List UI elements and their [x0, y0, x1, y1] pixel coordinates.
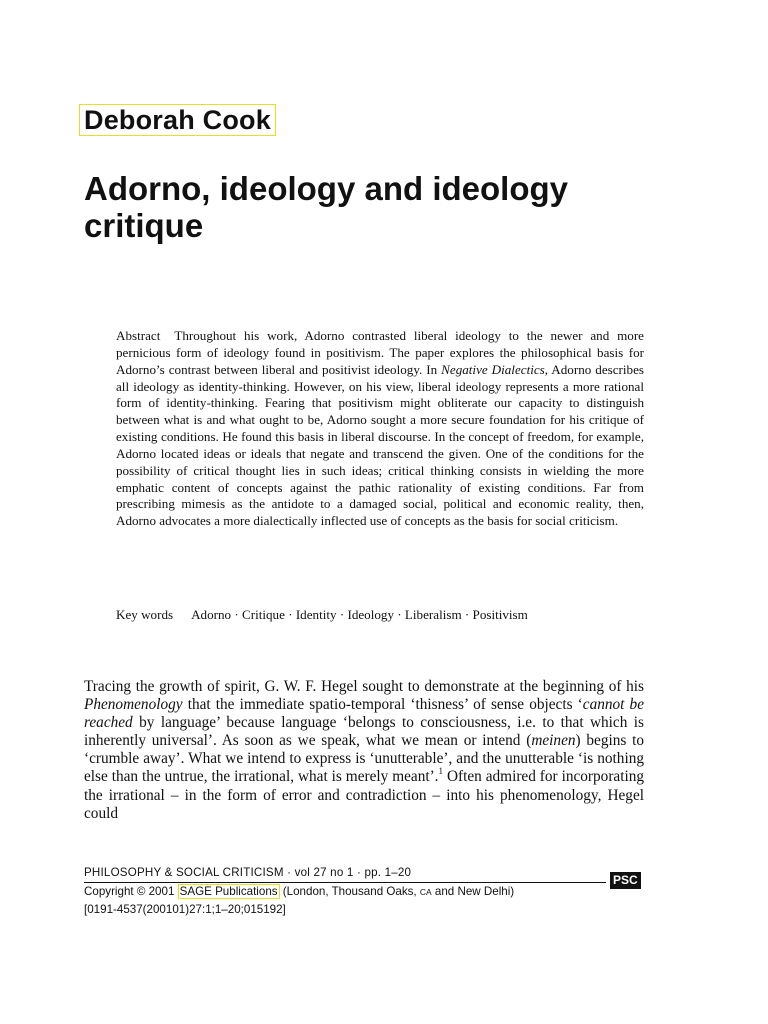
abstract-text-part-1: Throughout his work, Adorno contrasted liberal ideology to the newer and more pernicious form of ideology found in positivism. The paper explores the philosophical basis for Adorno’s contrast between liberal and positivist ideology. In — [116, 328, 644, 377]
article-title: Adorno, ideology and ideology critique — [84, 170, 568, 244]
keywords — [116, 607, 644, 624]
copyright-suffix: and New Delhi) — [431, 885, 515, 898]
body-text-2: that the immediate spatio-temporal ‘thisness’ of sense objects ‘ — [182, 696, 583, 714]
journal-citation: PHILOSOPHY & SOCIAL CRITICISM · vol 27 no 1 · pp. 1–20 — [84, 864, 606, 883]
copyright-location: (London, Thousand Oaks, — [279, 885, 420, 898]
body-italic-2: cannot be reached — [84, 696, 644, 732]
psc-logo: PSC — [610, 872, 641, 889]
keywords-list: Adorno · Critique · Identity · Ideology · Liberalism · Positivism — [191, 607, 528, 622]
journal-footer — [84, 864, 644, 918]
body-italic-1: Phenomenology — [84, 696, 183, 714]
publisher-name: SAGE Publications — [179, 885, 278, 898]
body-paragraph — [84, 678, 644, 823]
body-text-1: Tracing the growth of spirit, G. W. F. Hegel sought to demonstrate at the beginning of his — [84, 678, 644, 695]
body-text-3: by language’ because language ‘belongs to consciousness, i.e. to that which is inherently universal’. As soon as we speak, what we mean or intend ( — [84, 714, 644, 750]
abstract-label: Abstract — [116, 328, 161, 343]
footnote-marker[interactable]: 1 — [438, 766, 444, 777]
body-text-5: Often admired for incorporating the irrational – in the form of error and contradiction – into his phenomenology, Hegel could — [84, 768, 644, 822]
body-text-4: ) begins to ‘crumble away’. What we intend to express is ‘unutterable’, and the unutterable ‘is nothing else than the untrue, the irrational, what is merely meant’. — [84, 732, 644, 786]
copyright-state: CA — [419, 887, 432, 897]
article-code: [0191-4537(200101)27:1;1–20;015192] — [84, 903, 286, 916]
abstract-italic-title: Negative Dialectics — [441, 361, 545, 377]
body-italic-3: meinen — [531, 732, 576, 750]
abstract-text-part-2: , Adorno describes all ideology as identity-thinking. However, on his view, liberal ideology represents a more rational form of identity-thinking. Fearing that positivism might obliterate our capacity to distinguish between what is and what ought to be, Adorno sought a more secure foundation for his critique of existing conditions. He found this basis in liberal discourse. In the concept of freedom, for example, Adorno located ideas or ideals that negate and transcend the given. One of the conditions for the possibility of critical thought lies in such ideas; critical thinking consists in wielding the more emphatic content of concepts against the pathic rationality of existing conditions. Far from prescribing mimesis as the antidote to a damaged social, political and economic reality, then, Adorno advocates a more dialectically inflected use of concepts as the basis for social criticism. — [116, 361, 644, 529]
copyright-line — [84, 883, 644, 901]
abstract — [116, 328, 644, 530]
copyright-prefix: Copyright © 2001 — [84, 885, 178, 898]
keywords-label: Key words — [116, 607, 174, 622]
author-name: Deborah Cook — [79, 104, 276, 136]
